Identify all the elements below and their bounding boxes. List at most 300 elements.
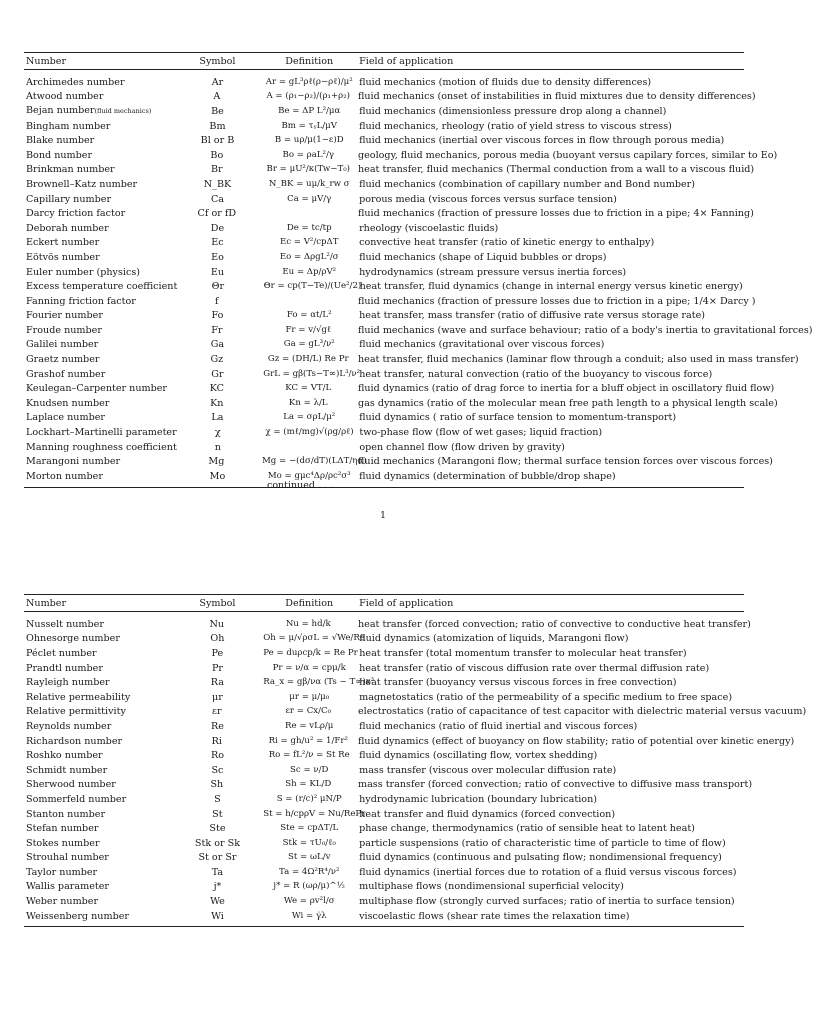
- table-row: [24, 469, 744, 484]
- table-row: [24, 265, 744, 280]
- row-symbol: Mo: [209, 470, 226, 482]
- row-field: fluid dynamics ( ratio of surface tension to momentum-transport): [359, 412, 677, 424]
- table-row: [24, 851, 744, 866]
- row-symbol: Pe: [211, 647, 224, 659]
- row-symbol: Θr: [211, 281, 225, 293]
- table-row: [24, 646, 744, 661]
- row-field: convective heat transfer (ratio of kinetic energy to enthalpy): [359, 237, 655, 249]
- row-name-text: Prandtl number: [26, 662, 103, 674]
- row-definition: Gz = (DH/L) Re Pr: [267, 354, 349, 365]
- row-symbol: N_BK: [203, 178, 232, 190]
- table-row: [24, 338, 744, 353]
- row-name-text: Schmidt number: [26, 764, 108, 776]
- row-symbol: Fo: [211, 310, 224, 322]
- table-row: [24, 381, 775, 396]
- row-name-text: Weissenberg number: [26, 910, 129, 922]
- row-field: heat transfer, natural convection (ratio of the buoyancy to viscous force): [359, 368, 713, 380]
- row-symbol: Bm: [209, 120, 226, 132]
- row-name-text: Fourier number: [26, 310, 103, 322]
- table-row: [24, 279, 744, 294]
- table-row: [24, 192, 744, 207]
- row-name: [24, 648, 172, 659]
- row-name-text: Morton number: [26, 470, 103, 482]
- row-field: magnetostatics (ratio of the permeability of a specific medium to free space): [359, 691, 733, 703]
- row-name: [24, 823, 172, 834]
- table-header: [24, 53, 744, 69]
- row-symbol: Nu: [209, 618, 225, 630]
- row-name: [24, 267, 172, 278]
- header-field: Field of application: [359, 597, 454, 609]
- row-definition: Kn = λ/L: [288, 397, 328, 408]
- row-symbol: Bo: [210, 149, 224, 161]
- row-definition: N_BK = uμ/k_rw σ: [268, 178, 350, 189]
- row-field: particle suspensions (ratio of characteristic time of particle to time of flow): [359, 837, 726, 849]
- row-symbol: Ar: [211, 76, 224, 88]
- row-name-text: Grashof number: [26, 368, 106, 380]
- row-field: fluid mechanics (fraction of pressure losses due to friction in a pipe; 1/4× Darcy ): [357, 295, 756, 307]
- row-definition: De = tc/tp: [286, 222, 332, 233]
- row-name: [24, 164, 171, 175]
- row-name-text: Stefan number: [26, 823, 99, 835]
- row-definition: We = ρv²l/σ: [283, 896, 335, 907]
- row-name: [24, 441, 177, 453]
- table-row: [24, 352, 799, 367]
- row-definition: Fo = αt/L²: [286, 310, 332, 321]
- row-name-text: Richardson number: [26, 735, 123, 747]
- row-definition: εr = Cx/C₀: [285, 706, 332, 717]
- row-name: [24, 208, 171, 219]
- row-name-text: Eötvös number: [26, 251, 100, 263]
- row-name: [24, 706, 171, 717]
- row-symbol: Wi: [211, 910, 224, 922]
- row-name: [24, 223, 172, 234]
- row-field: fluid dynamics (ratio of drag force to inertia for a bluff object in oscillatory fluid flow): [357, 383, 775, 395]
- row-field: hydrodynamic lubrication (boundary lubrication): [359, 793, 597, 805]
- row-name: [24, 692, 172, 703]
- row-name-text: Bingham number: [26, 120, 111, 132]
- row-symbol: Sh: [210, 779, 224, 791]
- row-name-text: Brinkman number: [26, 164, 115, 176]
- row-name: [24, 135, 172, 146]
- table-header: [24, 595, 744, 611]
- table-row: [24, 807, 744, 822]
- row-field: heat transfer, fluid dynamics (change in internal energy versus kinetic energy): [359, 281, 743, 293]
- row-symbol: Re: [211, 720, 224, 732]
- row-name: [24, 237, 172, 248]
- table-row: [24, 425, 744, 440]
- row-definition: St = h/cpρV = Nu/RePr: [263, 808, 366, 819]
- page-number: 1: [380, 510, 387, 521]
- row-symbol: Fr: [211, 324, 223, 336]
- row-definition: Sh = KL/D: [285, 779, 332, 790]
- row-name-text: Eckert number: [26, 237, 100, 249]
- row-symbol: Ro: [210, 750, 224, 762]
- row-symbol: Ec: [211, 237, 224, 249]
- row-definition: Ca = μV/γ: [287, 193, 332, 204]
- row-field: fluid dynamics (effect of buoyancy on flow stability; ratio of potential over kinetic energy): [357, 735, 795, 747]
- row-field: phase change, thermodynamics (ratio of sensible heat to latent heat): [359, 823, 695, 835]
- row-name-text: Ohnesorge number: [26, 633, 120, 645]
- row-name-text: Blake number: [26, 135, 95, 147]
- row-definition: Eu = Δp/ρV²: [282, 266, 337, 277]
- row-name: [24, 852, 172, 863]
- row-name-text: Archimedes number: [26, 76, 125, 88]
- header-number: Number: [26, 597, 67, 609]
- row-name: [24, 809, 172, 820]
- table-row: [24, 411, 744, 426]
- row-field: heat transfer (forced convection; ratio of convective to conductive heat transfer): [357, 618, 751, 630]
- row-name: [24, 765, 172, 776]
- table-row: [24, 719, 744, 734]
- table-row: [24, 133, 744, 148]
- row-definition: Ga = gL³/ν²: [283, 339, 335, 350]
- row-name: [24, 150, 171, 161]
- row-name-text: Taylor number: [26, 866, 98, 878]
- row-field: viscoelastic flows (shear rate times the relaxation time): [359, 910, 630, 922]
- row-field: fluid mechanics (ratio of fluid inertial and viscous forces): [359, 720, 638, 732]
- row-field: fluid mechanics (combination of capillary number and Bond number): [359, 178, 695, 190]
- row-field: fluid mechanics (onset of instabilities in fluid mixtures due to density differences): [357, 91, 756, 103]
- row-definition: Ri = gh/u² = 1/Fr²: [268, 735, 348, 746]
- row-definition: μr = μ/μ₀: [289, 691, 330, 702]
- row-definition: Ro = fL²/ν = St Re: [268, 750, 350, 761]
- row-symbol: Ra: [210, 677, 224, 689]
- row-name-text: Bejan number: [26, 105, 95, 117]
- row-definition: Bo = ρaL²/γ: [282, 149, 335, 160]
- row-name-text: Graetz number: [26, 354, 100, 366]
- row-name-text: Reynolds number: [26, 720, 112, 732]
- row-field: heat transfer (buoyancy versus viscous forces in free convection): [359, 677, 677, 689]
- row-symbol: We: [210, 896, 225, 908]
- row-symbol: Pr: [211, 662, 223, 674]
- row-field: heat transfer (ratio of viscous diffusion rate over thermal diffusion rate): [359, 662, 710, 674]
- row-symbol: n: [214, 441, 221, 453]
- row-name: [24, 281, 178, 293]
- row-definition: Ta = 4Ω²R⁴/ν²: [279, 866, 340, 877]
- row-field: gas dynamics (ratio of the molecular mean free path length to a physical length scale): [357, 397, 778, 409]
- row-name-text: Sherwood number: [26, 779, 116, 791]
- table-row: [24, 792, 744, 807]
- row-name: [24, 412, 172, 423]
- row-symbol: Ri: [211, 735, 222, 747]
- row-symbol: Be: [211, 105, 224, 117]
- table-row: [24, 880, 744, 895]
- row-name: [24, 721, 172, 732]
- bottom-rule: [24, 487, 744, 488]
- table-row: [24, 221, 744, 236]
- row-definition: Ar = gL³ρℓ(ρ−ρℓ)/μ²: [265, 76, 353, 87]
- row-symbol: Cf or fD: [197, 208, 237, 220]
- row-definition: Eo = ΔρgL²/σ: [279, 251, 339, 262]
- table-row: [24, 763, 744, 778]
- table-row: [24, 177, 744, 192]
- row-name: [24, 867, 172, 878]
- row-definition: Oh = μ/√ρσL = √We/Re: [263, 633, 365, 644]
- row-symbol: χ: [214, 427, 221, 439]
- row-name-text: Lockhart–Martinelli parameter: [26, 427, 177, 439]
- table-row: [24, 454, 773, 469]
- row-symbol: Br: [211, 164, 223, 176]
- row-field: fluid mechanics, rheology (ratio of yield stress to viscous stress): [359, 120, 672, 132]
- row-symbol: De: [210, 222, 225, 234]
- row-field: fluid mechanics (inertial over viscous forces in flow through porous media): [359, 135, 725, 147]
- row-field: open channel flow (flow driven by gravity): [359, 441, 565, 453]
- row-name: [24, 179, 172, 190]
- row-field: fluid mechanics (Marangoni flow; thermal surface tension forces over viscous forces): [358, 456, 773, 468]
- row-field: fluid dynamics (inertial forces due to rotation of a fluid versus viscous forces): [359, 866, 737, 878]
- row-symbol: Ste: [209, 823, 226, 835]
- table-row: [24, 617, 751, 632]
- row-definition: Ste = cpΔT/L: [280, 823, 339, 834]
- row-definition: La = σρL/μ²: [283, 412, 336, 423]
- row-definition: S = (r/c)² μN/P: [276, 793, 342, 804]
- row-definition: χ = (mℓ/mg)√(ρg/ρℓ): [265, 427, 354, 438]
- row-name-text: Bond number: [26, 149, 93, 161]
- table-row: [24, 367, 744, 382]
- table-row: [24, 705, 807, 720]
- row-name-text: Deborah number: [26, 222, 109, 234]
- row-name-text: Nusselt number: [26, 618, 104, 630]
- row-field: heat transfer (total momentum transfer to molecular heat transfer): [359, 647, 687, 659]
- table-row: [24, 821, 744, 836]
- header-symbol: Symbol: [199, 597, 236, 609]
- row-name-text: Galilei number: [26, 339, 99, 351]
- row-name-text: Weber number: [26, 896, 99, 908]
- row-symbol: μr: [212, 691, 223, 703]
- row-name: [24, 881, 172, 892]
- row-symbol: Eu: [210, 266, 225, 278]
- row-definition: Ec = V²/cpΔT: [279, 237, 339, 248]
- row-symbol: S: [214, 793, 221, 805]
- row-definition: j* = R (ωρ/μ)^½: [273, 881, 346, 892]
- row-field: fluid mechanics (fraction of pressure losses due to friction in a pipe; 4× Fanning): [357, 208, 754, 220]
- row-name: [24, 383, 171, 394]
- row-symbol: St or Sr: [198, 852, 237, 864]
- row-definition: Bm = τᵧL/μV: [281, 120, 337, 131]
- row-name-text: Froude number: [26, 324, 102, 336]
- table-row: [24, 836, 744, 851]
- row-field: electrostatics (ratio of capacitance of test capacitor with dielectric material versus vacuum): [357, 706, 807, 718]
- row-field: heat transfer, fluid mechanics (Thermal conduction from a wall to a viscous fluid): [357, 164, 755, 176]
- row-definition: Mg = −(dσ/dT)(LΔT/ηα): [262, 456, 367, 467]
- row-definition: Pe = duρcp/k = Re Pr: [263, 647, 358, 658]
- header-definition: Definition: [285, 597, 334, 609]
- row-field: mass transfer (viscous over molecular diffusion rate): [359, 764, 617, 776]
- row-symbol: Mg: [208, 456, 225, 468]
- row-name: [24, 471, 172, 482]
- table-row: [24, 661, 744, 676]
- row-symbol: Gr: [211, 368, 224, 380]
- header-symbol: Symbol: [199, 55, 236, 67]
- row-name: [24, 77, 172, 88]
- row-name-text: Manning roughness coefficient: [26, 441, 177, 453]
- row-name-text: Laplace number: [26, 412, 105, 424]
- table-row: [24, 206, 754, 221]
- table-row: [24, 748, 744, 763]
- row-name-text: Roshko number: [26, 750, 103, 762]
- row-definition: Mo = gμc⁴Δρ/ρc²σ³: [267, 470, 351, 481]
- table-row: [24, 690, 744, 705]
- table-row: [24, 148, 778, 163]
- row-symbol: St: [212, 808, 223, 820]
- row-name: [24, 677, 172, 688]
- row-field: fluid dynamics (continuous and pulsating flow; nondimensional frequency): [359, 852, 722, 864]
- table-row: [24, 309, 744, 324]
- row-symbol: Ta: [211, 866, 224, 878]
- table-row: [24, 75, 744, 90]
- row-name-text: Stokes number: [26, 837, 100, 849]
- row-symbol: La: [211, 412, 224, 424]
- row-name-text: Stanton number: [26, 808, 106, 820]
- row-field: fluid mechanics (dimensionless pressure drop along a channel): [359, 105, 667, 117]
- table-row: [24, 119, 744, 134]
- row-field: fluid dynamics (atomization of liquids, Marangoni flow): [359, 633, 629, 645]
- row-definition: Be = ΔP L²/μα: [278, 105, 341, 116]
- row-name: [24, 398, 171, 409]
- row-field: fluid mechanics (shape of Liquid bubbles or drops): [359, 251, 607, 263]
- row-definition: Ra_x = gβ/να (Ts − T∞)x³: [263, 677, 375, 688]
- row-name-text: Euler number (physics): [26, 266, 140, 278]
- table-row: [24, 163, 755, 178]
- row-name: [24, 663, 172, 674]
- row-name: [24, 736, 171, 747]
- row-name: [24, 325, 171, 336]
- row-field: hydrodynamics (stream pressure versus inertia forces): [359, 266, 627, 278]
- table-row: [24, 440, 744, 455]
- row-symbol: Eo: [211, 251, 224, 263]
- table-page-1: [24, 52, 813, 488]
- row-definition: KC = VT/L: [285, 383, 332, 394]
- row-symbol: Kn: [210, 397, 224, 409]
- row-name-text: Atwood number: [26, 91, 104, 103]
- row-field: fluid dynamics (oscillating flow, vortex shedding): [359, 750, 598, 762]
- row-field: rheology (viscoelastic fluids): [359, 222, 499, 234]
- row-definition: Sc = ν/D: [290, 764, 329, 775]
- table-page-2: [24, 594, 807, 927]
- row-definition: Fr = v/√gℓ: [285, 324, 332, 335]
- row-name-text: Darcy friction factor: [26, 208, 126, 220]
- table-row: [24, 104, 744, 119]
- row-name: [24, 194, 172, 205]
- row-name: [24, 896, 172, 907]
- row-name-text: Keulegan–Carpenter number: [26, 383, 168, 395]
- row-field: multiphase flows (nondimensional superficial velocity): [359, 881, 624, 893]
- row-symbol: Sc: [211, 764, 224, 776]
- row-definition: B = uρ/μ(1−ε)D: [274, 135, 344, 146]
- bottom-rule: [24, 926, 744, 927]
- row-field: porous media (viscous forces versus surface tension): [359, 193, 617, 205]
- row-definition: Θr = cp(T−Te)/(Ue²/2): [263, 281, 362, 292]
- row-symbol: εr: [212, 706, 222, 718]
- row-name: [24, 911, 172, 922]
- row-name: [24, 838, 172, 849]
- row-definition: St = ωL/v: [287, 852, 331, 863]
- header-definition: Definition: [285, 55, 334, 67]
- row-definition: Pr = ν/α = cpμ/k: [272, 662, 346, 673]
- row-field: two-phase flow (flow of wet gases; liquid fraction): [359, 427, 603, 439]
- row-name: [24, 427, 177, 439]
- row-symbol: Bl or B: [200, 135, 235, 147]
- row-field: heat transfer, fluid mechanics (laminar flow through a conduit; also used in mass transfer): [357, 354, 799, 366]
- table-row: [24, 323, 813, 338]
- row-name: [24, 91, 171, 102]
- table-row: [24, 778, 753, 793]
- row-name: [24, 779, 171, 790]
- row-symbol: Gz: [210, 354, 224, 366]
- row-name: [24, 296, 171, 307]
- row-name-note: (fluid mechanics): [94, 107, 152, 116]
- header-number: Number: [26, 55, 67, 67]
- table-row: [24, 236, 744, 251]
- row-field: geology, fluid mechanics, porous media (buoyant versus capilary forces, similar to Eo): [357, 149, 778, 161]
- table-row: [24, 632, 744, 647]
- row-definition: Br = μU²/κ(Tw−T₀): [266, 164, 351, 175]
- row-name-text: Wallis parameter: [26, 881, 109, 893]
- table-row: [24, 894, 744, 909]
- row-definition: Wi = γ̇λ: [291, 910, 327, 921]
- table-row: [24, 675, 744, 690]
- row-definition: Stk = τU₀/ℓ₀: [282, 837, 336, 848]
- row-definition: GrL = gβ(Ts−T∞)L³/ν²: [263, 368, 361, 379]
- row-symbol: Oh: [210, 633, 225, 645]
- table-body: [24, 75, 813, 484]
- table-row: [24, 865, 744, 880]
- row-field: fluid mechanics (gravitational over viscous forces): [359, 339, 605, 351]
- row-field: fluid mechanics (wave and surface behaviour; ratio of a body's inertia to gravitational forces): [357, 324, 813, 336]
- row-field: heat transfer, mass transfer (ratio of diffusive rate versus storage rate): [359, 310, 706, 322]
- table-body: [24, 617, 807, 923]
- row-symbol: Ga: [210, 339, 225, 351]
- row-symbol: Ca: [210, 193, 224, 205]
- row-symbol: j*: [213, 881, 222, 893]
- row-definition: Re = vLρ/μ: [285, 720, 334, 731]
- row-name: [24, 750, 172, 761]
- row-field: multiphase flow (strongly curved surfaces; ratio of inertia to surface tension): [359, 896, 735, 908]
- row-name-text: Brownell–Katz number: [26, 178, 138, 190]
- table-row: [24, 909, 744, 924]
- table-row: [24, 250, 744, 265]
- row-field: fluid dynamics (determination of bubble/drop shape): [359, 470, 616, 482]
- row-name: [24, 369, 172, 380]
- row-name-text: Rayleigh number: [26, 677, 110, 689]
- row-symbol: A: [213, 91, 221, 103]
- row-field: fluid mechanics (motion of fluids due to density differences): [359, 76, 652, 88]
- row-name-text: Relative permeability: [26, 691, 131, 703]
- table-row: [24, 90, 756, 105]
- row-name-text: Knudsen number: [26, 397, 110, 409]
- row-name: [24, 310, 172, 321]
- row-name-text: Strouhal number: [26, 852, 109, 864]
- row-name: [24, 633, 172, 644]
- table-row: [24, 734, 795, 749]
- row-symbol: f: [215, 295, 219, 307]
- row-name-text: Capillary number: [26, 193, 112, 205]
- row-name: [24, 105, 172, 117]
- row-name-text: Relative permittivity: [26, 706, 126, 718]
- row-field: mass transfer (forced convection; ratio of convective to diffusive mass transport): [357, 779, 753, 791]
- row-field: heat transfer and fluid dynamics (forced convection): [359, 808, 616, 820]
- table-row: [24, 396, 778, 411]
- row-name-text: Excess temperature coefficient: [26, 281, 178, 293]
- row-name-text: Sommerfeld number: [26, 793, 127, 805]
- row-name: [24, 619, 171, 630]
- continued-note: continued . . .: [267, 480, 334, 491]
- row-name: [24, 121, 172, 132]
- row-name-text: Fanning friction factor: [26, 295, 136, 307]
- row-symbol: Stk or Sk: [194, 837, 241, 849]
- row-name: [24, 354, 171, 365]
- row-symbol: KC: [209, 383, 224, 395]
